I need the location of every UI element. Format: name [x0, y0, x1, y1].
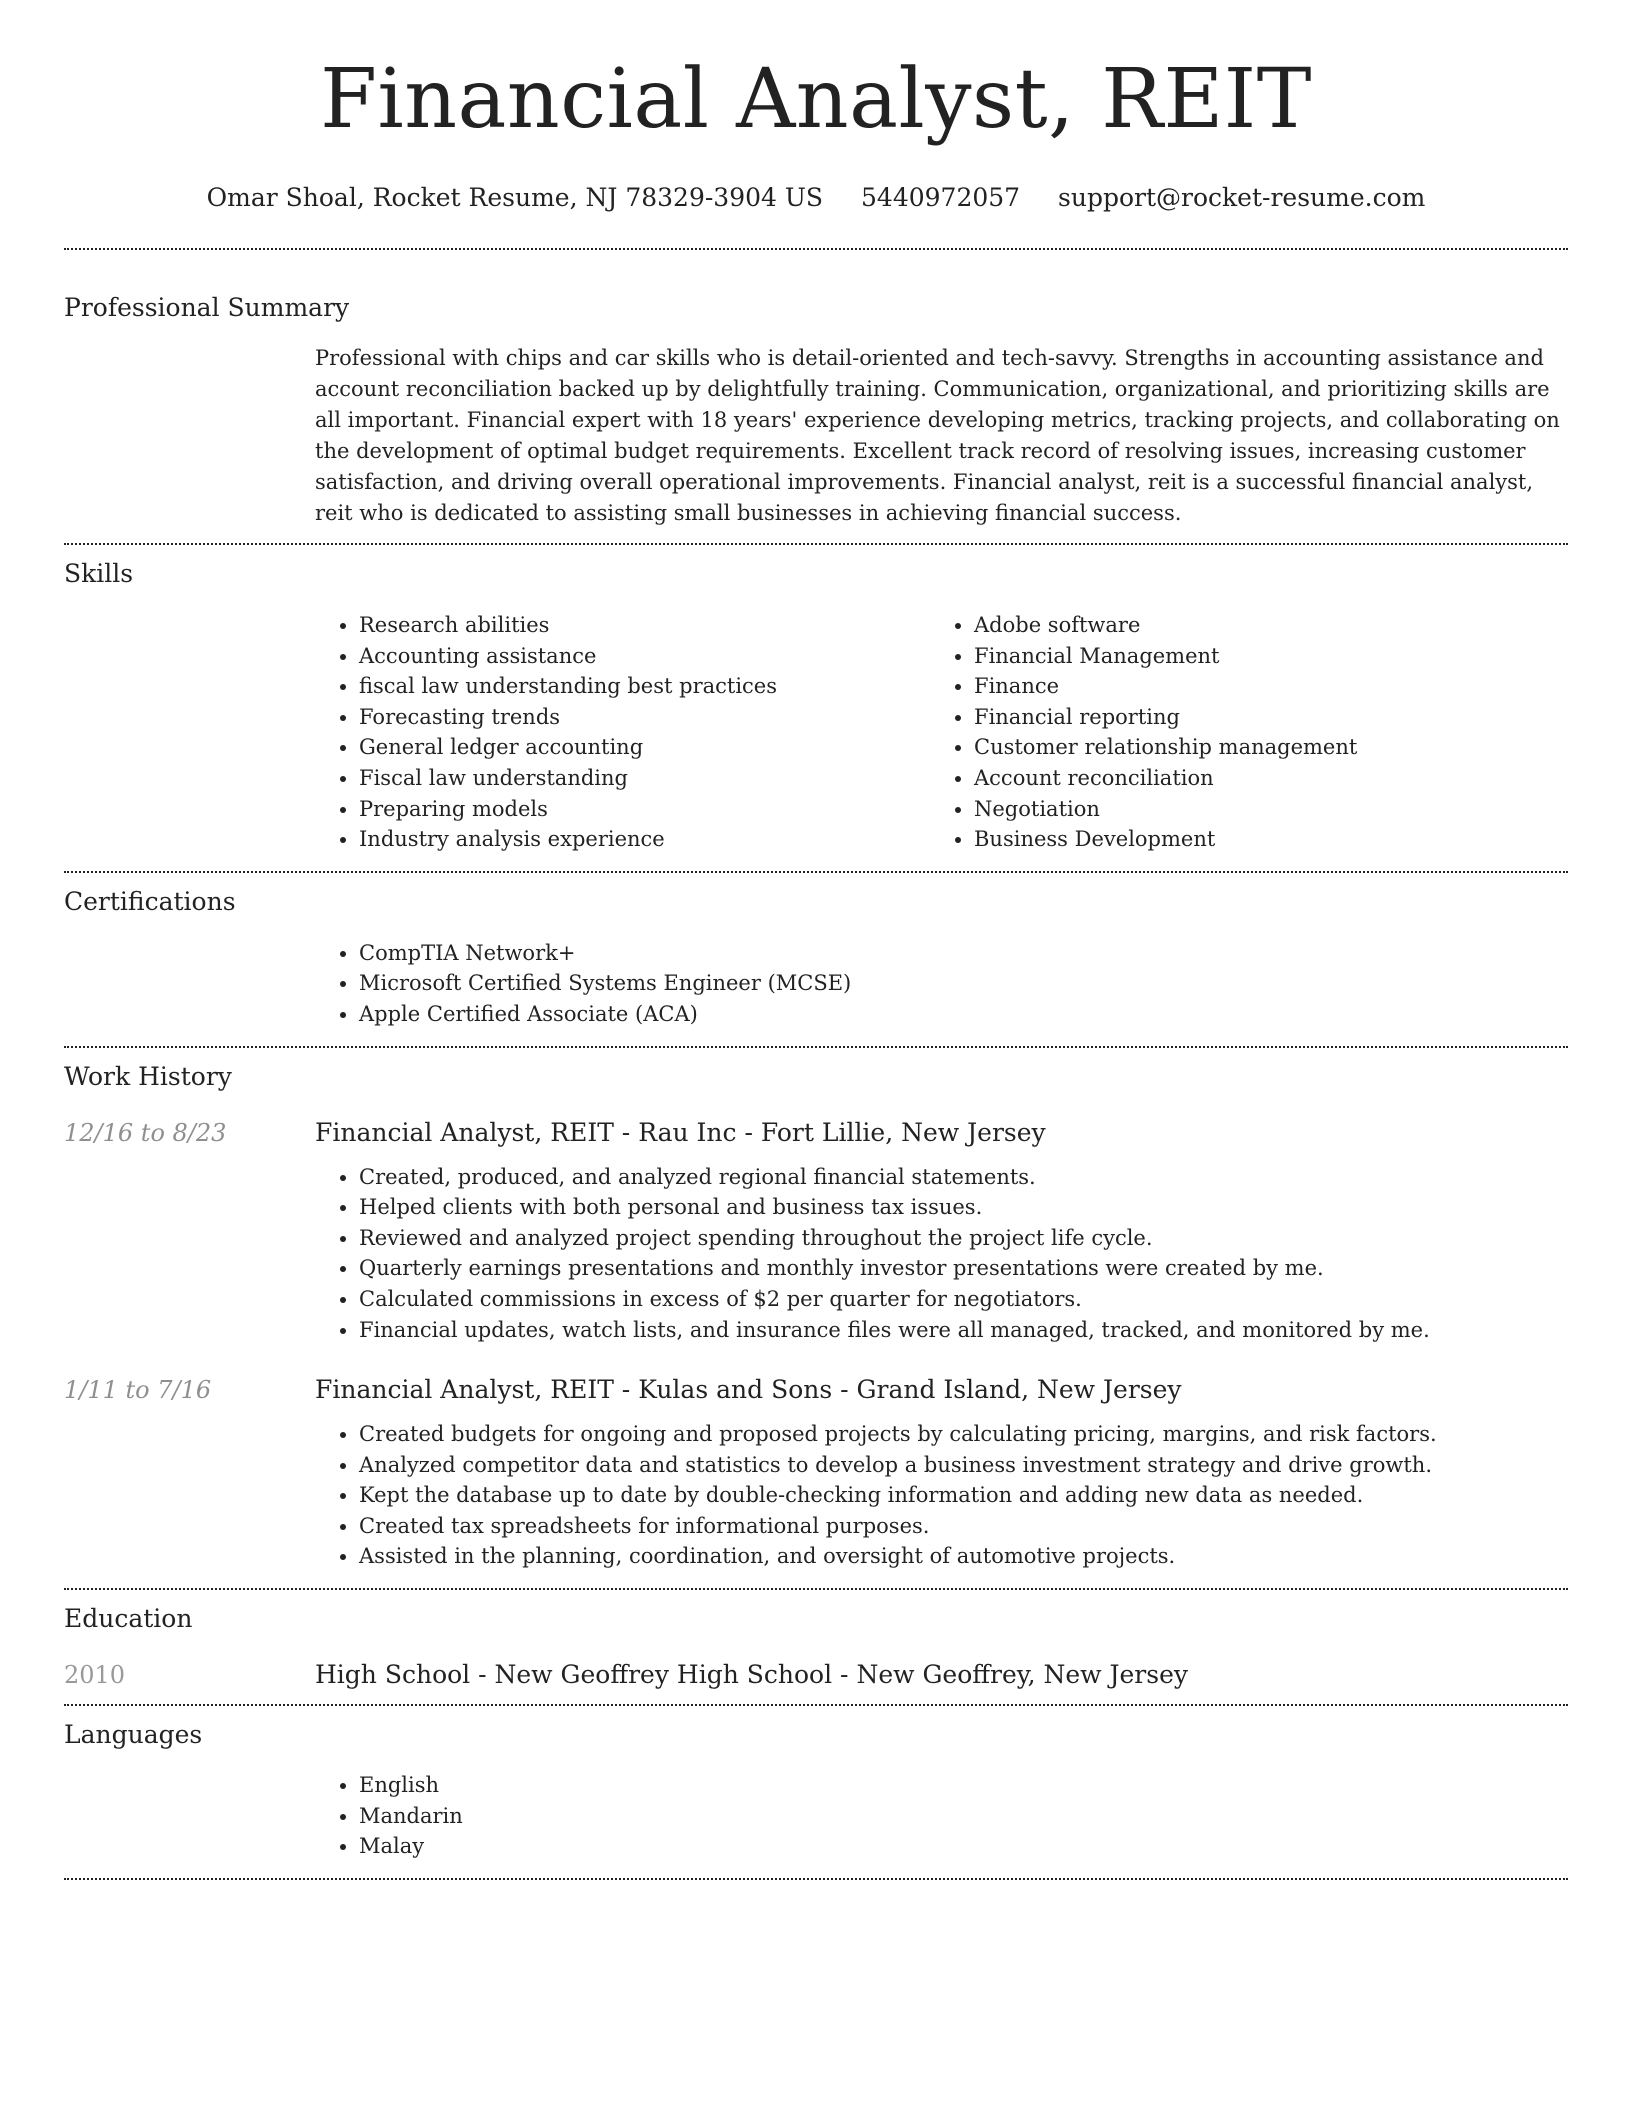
summary-title: Professional Summary [64, 293, 350, 322]
skill-item: • Account reconciliation [974, 763, 1545, 794]
skill-item: • Adobe software [974, 610, 1545, 641]
certifications-content [315, 938, 1568, 1046]
skill-item: • Business Development [974, 824, 1545, 855]
education-section [64, 1590, 1568, 1704]
section-divider [64, 1878, 1568, 1880]
skills-column-left [315, 610, 930, 855]
skill-item: • Financial Management [974, 641, 1545, 672]
languages-section [64, 1706, 1568, 1878]
skills-list-left [315, 610, 930, 855]
summary-content [315, 343, 1568, 543]
skill-item: • Preparing models [359, 794, 930, 825]
job-bullet: • Quarterly earnings presentations and monthly investor presentations were created by me. [359, 1253, 1568, 1284]
skills-column-right [930, 610, 1545, 855]
candidate-name: Financial Analyst, REIT [320, 52, 1312, 147]
skill-item: • Customer relationship management [974, 732, 1545, 763]
certification-item: • Microsoft Certified Systems Engineer (MCSE) [359, 968, 1568, 999]
job-bullet: • Helped clients with both personal and business tax issues. [359, 1192, 1568, 1223]
skills-title: Skills [64, 559, 134, 588]
language-item: • Mandarin [359, 1801, 1568, 1832]
job-bullet: • Financial updates, watch lists, and insurance files were all managed, tracked, and monitored by me. [359, 1315, 1568, 1346]
skill-item: • Negotiation [974, 794, 1545, 825]
job-bullet: • Analyzed competitor data and statistics to develop a business investment strategy and drive growth. [359, 1450, 1568, 1481]
job-bullet: • Calculated commissions in excess of $2 per quarter for negotiators. [359, 1284, 1568, 1315]
job-bullet: • Assisted in the planning, coordination, and oversight of automotive projects. [359, 1541, 1568, 1572]
skill-item: • fiscal law understanding best practices [359, 671, 930, 702]
job-bullets [315, 1162, 1568, 1346]
languages-content [315, 1770, 1568, 1878]
contact-address: Omar Shoal, Rocket Resume, NJ 78329-3904 US [206, 183, 824, 212]
job-heading: Financial Analyst, REIT - Kulas and Sons - Grand Island, New Jersey [315, 1375, 1182, 1405]
job-bullets [315, 1419, 1568, 1572]
job-bullet: • Created tax spreadsheets for informational purposes. [359, 1511, 1568, 1542]
certifications-section [64, 873, 1568, 1046]
language-item: • English [359, 1770, 1568, 1801]
job-header [64, 1118, 1568, 1148]
certifications-list [315, 938, 1568, 1030]
education-year: 2010 [64, 1661, 126, 1690]
skill-item: • Research abilities [359, 610, 930, 641]
skill-item: • Forecasting trends [359, 702, 930, 733]
job-bullet: • Created budgets for ongoing and proposed projects by calculating pricing, margins, and risk factors. [359, 1419, 1568, 1450]
skills-grid [315, 610, 1568, 871]
certification-item: • Apple Certified Associate (ACA) [359, 999, 1568, 1030]
education-title: Education [64, 1604, 193, 1634]
skill-item: • Fiscal law understanding [359, 763, 930, 794]
certification-item: • CompTIA Network+ [359, 938, 1568, 969]
skill-item: • General ledger accounting [359, 732, 930, 763]
contact-phone: 5440972057 [861, 183, 1021, 212]
job-header [64, 1375, 1568, 1405]
job-bullet: • Created, produced, and analyzed regional financial statements. [359, 1162, 1568, 1193]
work-title: Work History [64, 1061, 232, 1091]
languages-list [315, 1770, 1568, 1862]
education-entry [64, 1660, 1568, 1704]
job-bullet: • Kept the database up to date by double-checking information and adding new data as needed. [359, 1480, 1568, 1511]
skills-section [64, 545, 1568, 871]
contact-line [64, 182, 1568, 214]
summary-section [64, 250, 1568, 543]
languages-title: Languages [64, 1720, 203, 1750]
summary-text: Professional with chips and car skills who is detail-oriented and tech-savvy. Strengths in accounting assistance and account reconciliation backed up by delightfully training. Communication, organizational, and prioritizing skills are all important. Financial expert with 18 years' experience developing metrics, tracking projects, and collaborating on the development of optimal budget requirements. Excellent track record of resolving issues, increasing customer satisfaction, and driving overall operational improvements. Financial analyst, reit is a successful financial analyst, reit who is dedicated to assisting small businesses in achieving financial success. [315, 346, 1560, 525]
job-entry [64, 1118, 1568, 1346]
job-bullet: • Reviewed and analyzed project spending throughout the project life cycle. [359, 1223, 1568, 1254]
job-entry [64, 1375, 1568, 1588]
skill-item: • Accounting assistance [359, 641, 930, 672]
job-heading: Financial Analyst, REIT - Rau Inc - Fort Lillie, New Jersey [315, 1117, 1046, 1147]
job-bullets-container [315, 1162, 1568, 1346]
education-heading: High School - New Geoffrey High School - New Geoffrey, New Jersey [315, 1660, 1189, 1690]
certifications-title: Certifications [64, 886, 236, 916]
job-bullets-container [315, 1419, 1568, 1588]
job-dates: 12/16 to 8/23 [64, 1118, 227, 1147]
work-section [64, 1048, 1568, 1589]
language-item: • Malay [359, 1831, 1568, 1862]
skill-item: • Finance [974, 671, 1545, 702]
skills-list-right [930, 610, 1545, 855]
skill-item: • Industry analysis experience [359, 824, 930, 855]
contact-email: support@rocket-resume.com [1058, 183, 1426, 212]
skill-item: • Financial reporting [974, 702, 1545, 733]
resume-header [64, 0, 1568, 214]
job-dates: 1/11 to 7/16 [64, 1376, 212, 1405]
